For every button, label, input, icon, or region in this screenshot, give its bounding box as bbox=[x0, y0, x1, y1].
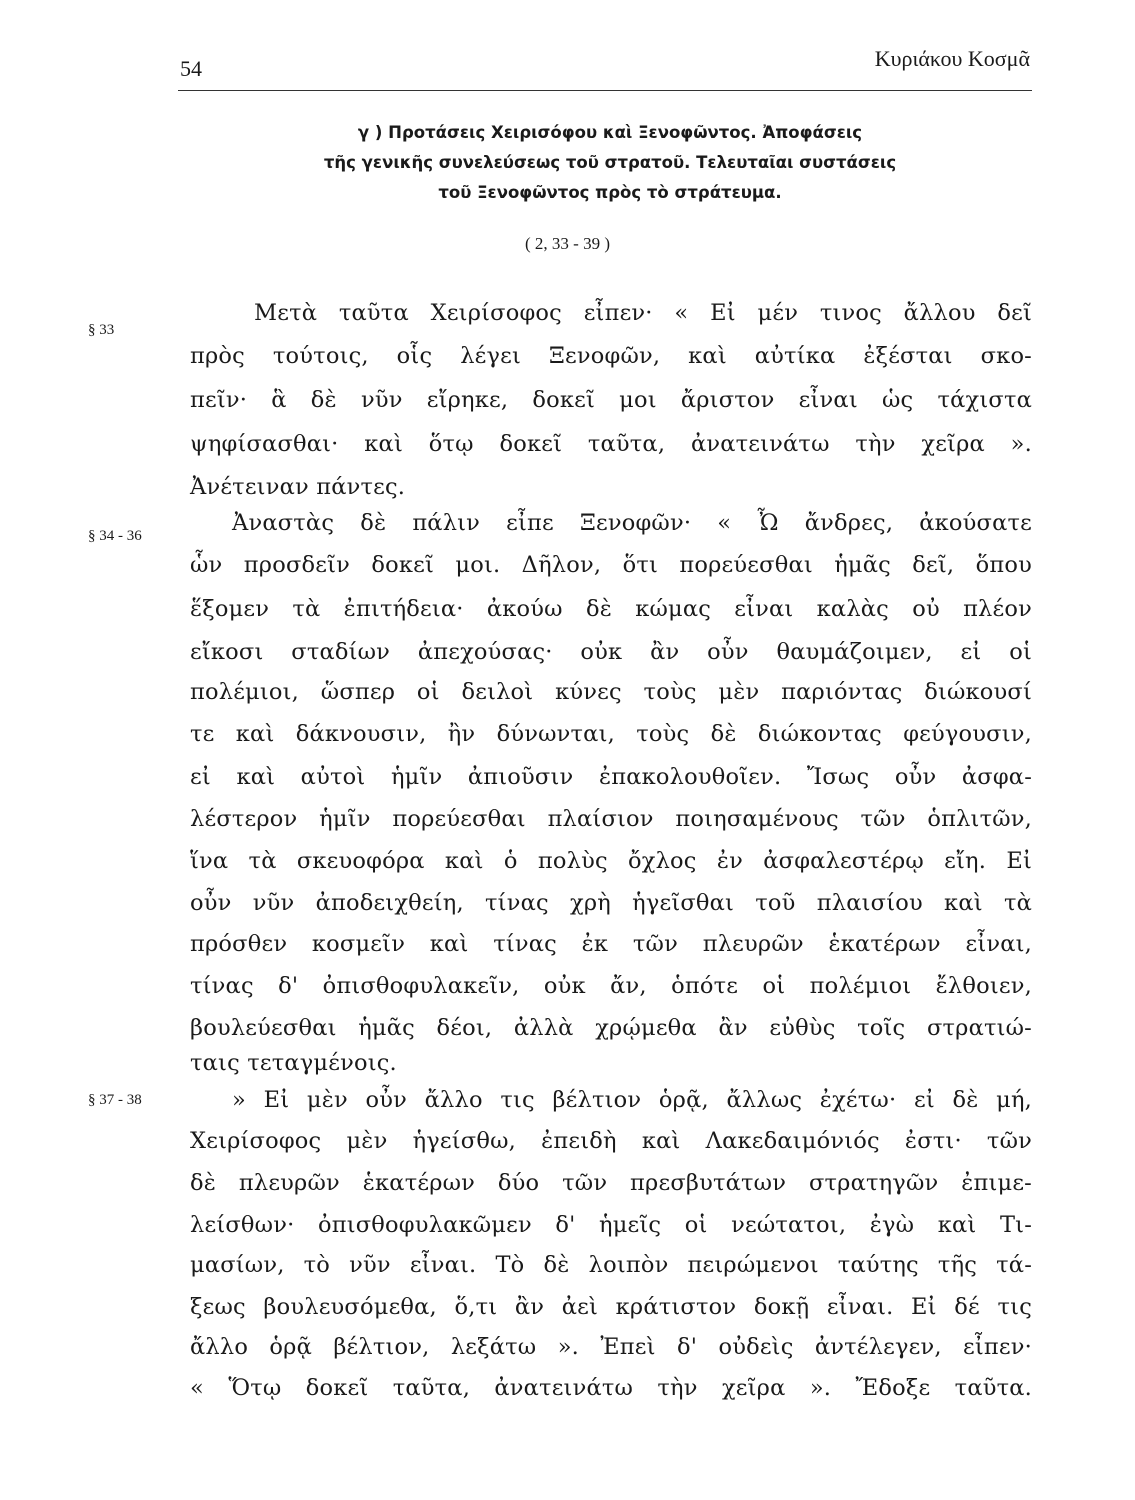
text-line: εἰ καὶ αὐτοὶ ἡμῖν ἀπιοῦσιν ἐπακολουθοῖεν. Ἴσως οὖν ἀσφα- bbox=[190, 764, 1032, 790]
text-line: λείσθων· ὀπισθοφυλακῶμεν δ' ἡμεῖς οἱ νεώτατοι, ἐγὼ καὶ Τι- bbox=[190, 1212, 1032, 1238]
text-line: πολέμιοι, ὥσπερ οἱ δειλοὶ κύνες τοὺς μὲν παριόντας διώκουσί bbox=[190, 679, 1032, 705]
text-line: πεῖν· ἃ δὲ νῦν εἴρηκε, δοκεῖ μοι ἄριστον εἶναι ὡς τάχιστα bbox=[190, 387, 1032, 413]
text-line: βουλεύεσθαι ἡμᾶς δέοι, ἀλλὰ χρῴμεθα ἂν εὐθὺς τοῖς στρατιώ- bbox=[190, 1015, 1032, 1041]
margin-note: § 33 bbox=[88, 322, 115, 338]
text-line: ταις τεταγμένοις. bbox=[190, 1050, 397, 1076]
text-line: δὲ πλευρῶν ἑκατέρων δύο τῶν πρεσβυτάτων στρατηγῶν ἐπιμε- bbox=[190, 1170, 1032, 1196]
text-line: τίνας δ' ὀπισθοφυλακεῖν, οὐκ ἄν, ὁπότε οἱ πολέμιοι ἔλθοιεν, bbox=[190, 973, 1032, 999]
running-head-author: Κυριάκου Κοσμᾶ bbox=[874, 46, 1030, 71]
text-line: μασίων, τὸ νῦν εἶναι. Τὸ δὲ λοιπὸν πειρώμενοι ταύτης τῆς τά- bbox=[190, 1252, 1032, 1278]
text-line: ἕξομεν τὰ ἐπιτήδεια· ἀκούω δὲ κώμας εἶναι καλὰς οὐ πλέον bbox=[190, 596, 1032, 622]
text-line: Ἀναστὰς δὲ πάλιν εἶπε Ξενοφῶν· « Ὦ ἄνδρες, ἀκούσατε bbox=[232, 510, 1032, 536]
text-line: Μετὰ ταῦτα Χειρίσοφος εἶπεν· « Εἰ μέν τινος ἄλλου δεῖ bbox=[254, 300, 1032, 326]
text-line: ὧν προσδεῖν δοκεῖ μοι. Δῆλον, ὅτι πορεύεσθαι ἡμᾶς δεῖ, ὅπου bbox=[190, 552, 1032, 578]
text-line: τε καὶ δάκνουσιν, ἢν δύνωνται, τοὺς δὲ διώκοντας φεύγουσιν, bbox=[190, 721, 1032, 747]
section-heading bbox=[230, 118, 990, 208]
text-line: ἵνα τὰ σκευοφόρα καὶ ὁ πολὺς ὄχλος ἐν ἀσφαλεστέρῳ εἴη. Εἰ bbox=[190, 848, 1032, 874]
text-line: οὖν νῦν ἀποδειχθείη, τίνας χρὴ ἡγεῖσθαι τοῦ πλαισίου καὶ τὰ bbox=[190, 890, 1032, 916]
section-references: ( 2, 33 - 39 ) bbox=[525, 234, 610, 253]
text-line: » Εἰ μὲν οὖν ἄλλο τις βέλτιον ὁρᾷ, ἄλλως ἐχέτω· εἰ δὲ μή, bbox=[232, 1087, 1032, 1113]
header-rule bbox=[178, 90, 1032, 91]
page-number: 54 bbox=[180, 56, 202, 81]
text-line: Χειρίσοφος μὲν ἡγείσθω, ἐπειδὴ καὶ Λακεδαιμόνιός ἐστι· τῶν bbox=[190, 1128, 1032, 1154]
heading-line: τῆς γενικῆς συνελεύσεως τοῦ στρατοῦ. Τελευταῖαι συστάσεις bbox=[323, 153, 897, 172]
heading-line: τοῦ Ξενοφῶντος πρὸς τὸ στράτευμα. bbox=[438, 183, 782, 202]
text-line: πρόσθεν κοσμεῖν καὶ τίνας ἐκ τῶν πλευρῶν ἑκατέρων εἶναι, bbox=[190, 931, 1032, 957]
text-line: ξεως βουλευσόμεθα, ὅ,τι ἂν ἀεὶ κράτιστον δοκῇ εἶναι. Εἰ δέ τις bbox=[190, 1294, 1032, 1320]
text-line: « Ὅτῳ δοκεῖ ταῦτα, ἀνατεινάτω τὴν χεῖρα ». Ἔδοξε ταῦτα. bbox=[190, 1375, 1032, 1401]
text-line: ἄλλο ὁρᾷ βέλτιον, λεξάτω ». Ἐπεὶ δ' οὐδεὶς ἀντέλεγεν, εἶπεν· bbox=[190, 1334, 1032, 1360]
heading-line: γ ) Προτάσεις Χειρισόφου καὶ Ξενοφῶντος. Ἀποφάσεις bbox=[357, 123, 863, 142]
text-line: λέστερον ἡμῖν πορεύεσθαι πλαίσιον ποιησαμένους τῶν ὁπλιτῶν, bbox=[190, 806, 1032, 832]
text-line: εἴκοσι σταδίων ἀπεχούσας· οὐκ ἂν οὖν θαυμάζοιμεν, εἰ οἱ bbox=[190, 639, 1032, 665]
margin-note: § 34 - 36 bbox=[88, 528, 142, 544]
text-line: Ἀνέτειναν πάντες. bbox=[190, 474, 406, 500]
text-line: ψηφίσασθαι· καὶ ὅτῳ δοκεῖ ταῦτα, ἀνατεινάτω τὴν χεῖρα ». bbox=[190, 431, 1032, 457]
margin-note: § 37 - 38 bbox=[88, 1092, 142, 1108]
text-line: πρὸς τούτοις, οἷς λέγει Ξενοφῶν, καὶ αὐτίκα ἐξέσται σκο- bbox=[190, 343, 1032, 369]
